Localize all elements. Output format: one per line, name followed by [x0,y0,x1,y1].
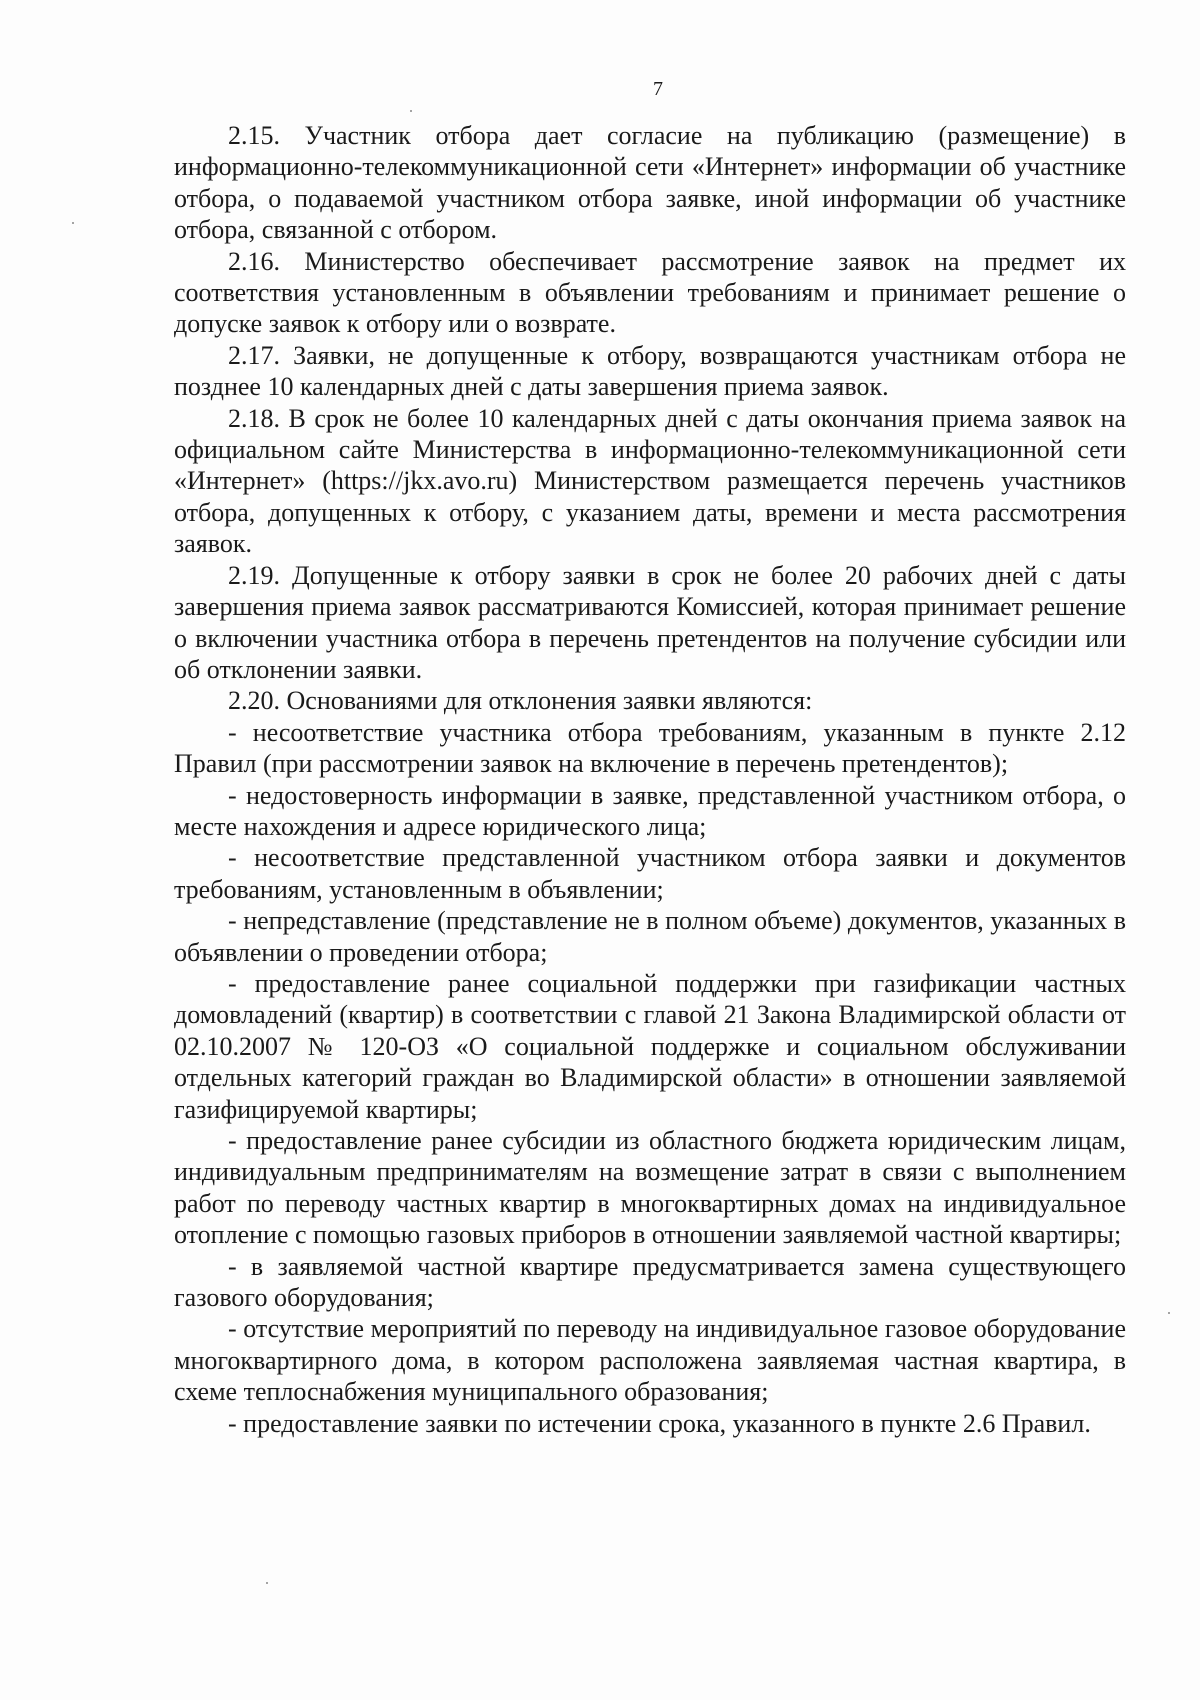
paragraph-2-19: 2.19. Допущенные к отбору заявки в срок не более 20 рабочих дней с даты завершения приема заявок рассматриваются Комиссией, которая принимает решение о включении участника отбора в перечень претендентов на получение субсидии или об отклонении заявки. [174,560,1126,684]
scan-speck [1168,1312,1170,1314]
rejection-reason-item: - предоставление ранее социальной поддержки при газификации частных домовладений (квартир) в соответствии с главой 21 Закона Владимирской области от 02.10.2007 № 120-ОЗ «О социальной поддержке и социальном обслуживании отдельных категорий граждан во Владимирской области» в отношении заявляемой газифицируемой квартиры; [174,968,1126,1124]
rejection-reason-item: - предоставление ранее субсидии из областного бюджета юридическим лицам, индивидуальным предпринимателям на возмещение затрат в связи с выполнением работ по переводу частных квартир в многоквартирных домах на индивидуальное отопление с помощью газовых приборов в отношении заявляемой частной квартиры; [174,1126,1126,1250]
rejection-reason-item: - несоответствие представленной участником отбора заявки и документов требованиям, установленным в объявлении; [174,843,1126,904]
paragraph-2-17: 2.17. Заявки, не допущенные к отбору, возвращаются участникам отбора не позднее 10 календарных дней с даты завершения приема заявок. [174,340,1126,402]
paragraph-2-15: 2.15. Участник отбора дает согласие на публикацию (размещение) в информационно-телекоммуникационной сети «Интернет» информации об участнике отбора, о подаваемой участником отбора заявке, иной информации об участнике отбора, связанной с отбором. [174,121,1126,245]
paragraph-2-16: 2.16. Министерство обеспечивает рассмотрение заявок на предмет их соответствия установленным в объявлении требованиям и принимает решение о допуске заявок к отбору или о возврате. [174,246,1126,339]
paragraph-2-18: 2.18. В срок не более 10 календарных дней с даты окончания приема заявок на официальном сайте Министерства в информационно-телекоммуникационной сети «Интернет» (https://jkx.avo.ru) Министерством размещается перечень участников отбора, допущенных к отбору, с указанием даты, времени и места рассмотрения заявок. [174,403,1126,559]
rejection-reason-item: - непредставление (представление не в полном объеме) документов, указанных в объявлении о проведении отбора; [174,906,1126,967]
scan-speck [266,1582,268,1584]
rejection-reason-item: - отсутствие мероприятий по переводу на индивидуальное газовое оборудование многоквартирного дома, в котором расположена заявляемая частная квартира, в схеме теплоснабжения муниципального образования; [174,1314,1126,1407]
scan-speck [72,222,74,224]
scan-speck [410,110,412,112]
rejection-reason-item: - в заявляемой частной квартире предусматривается замена существующего газового оборудования; [174,1251,1126,1313]
paragraph-2-20: 2.20. Основаниями для отклонения заявки являются: [228,686,813,716]
rejection-reason-item: - несоответствие участника отбора требованиям, указанным в пункте 2.12 Правил (при рассмотрении заявок на включение в перечень претендентов); [174,717,1126,779]
page-number: 7 [653,78,663,100]
rejection-reason-item: - недостоверность информации в заявке, представленной участником отбора, о месте нахождения и адресе юридического лица; [174,780,1126,841]
document-body [174,120,1126,1439]
rejection-reason-item: - предоставление заявки по истечении срока, указанного в пункте 2.6 Правил. [228,1408,1091,1438]
